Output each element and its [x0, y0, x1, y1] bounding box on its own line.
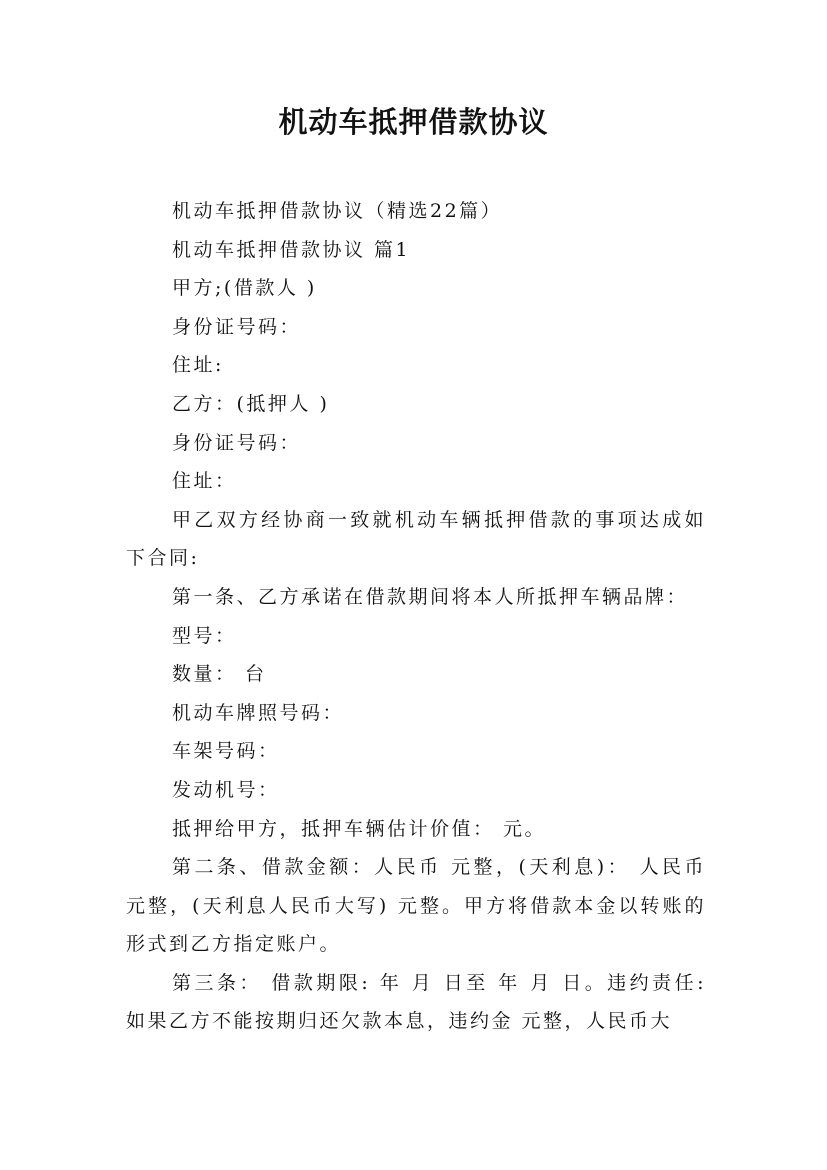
paragraph: 甲方;(借款人 ) — [172, 277, 317, 300]
paragraph: 抵押给甲方，抵押车辆估计价值： 元。 — [172, 817, 547, 840]
paragraph: 数量： 台 — [172, 663, 267, 686]
paragraph: 住址： — [172, 470, 237, 493]
paragraph: 甲乙双方经协商一致就机动车辆抵押借款的事项达成如下合同: — [126, 508, 706, 570]
paragraph: 发动机号： — [172, 778, 280, 801]
paragraph: 第三条： 借款期限: 年 月 日至 年 月 日。违约责任: 如果乙方不能按期归还欠款本息，违约金 元整，人民币大 — [126, 971, 706, 1033]
paragraph: 身份证号码： — [172, 315, 302, 338]
paragraph: 机动车牌照号码： — [172, 701, 345, 724]
document-title: 机动车抵押借款协议 — [278, 105, 549, 139]
paragraph: 身份证号码： — [172, 431, 302, 454]
paragraph: 机动车抵押借款协议（精选22篇） — [172, 200, 503, 222]
paragraph: 机动车抵押借款协议 篇1 — [172, 238, 411, 261]
paragraph: 住址: — [172, 354, 224, 377]
document-body — [126, 192, 706, 1041]
paragraph: 第二条、借款金额：人民币 元整，(天利息)： 人民币 元整，(天利息人民币大写) 元整。甲方将借款本金以转账的形式到乙方指定账户。 — [126, 856, 706, 956]
paragraph: 型号： — [172, 624, 237, 647]
paragraph: 第一条、乙方承诺在借款期间将本人所抵押车辆品牌： — [172, 585, 689, 608]
paragraph: 乙方：(抵押人 ) — [172, 392, 330, 415]
paragraph: 车架号码： — [172, 740, 280, 763]
